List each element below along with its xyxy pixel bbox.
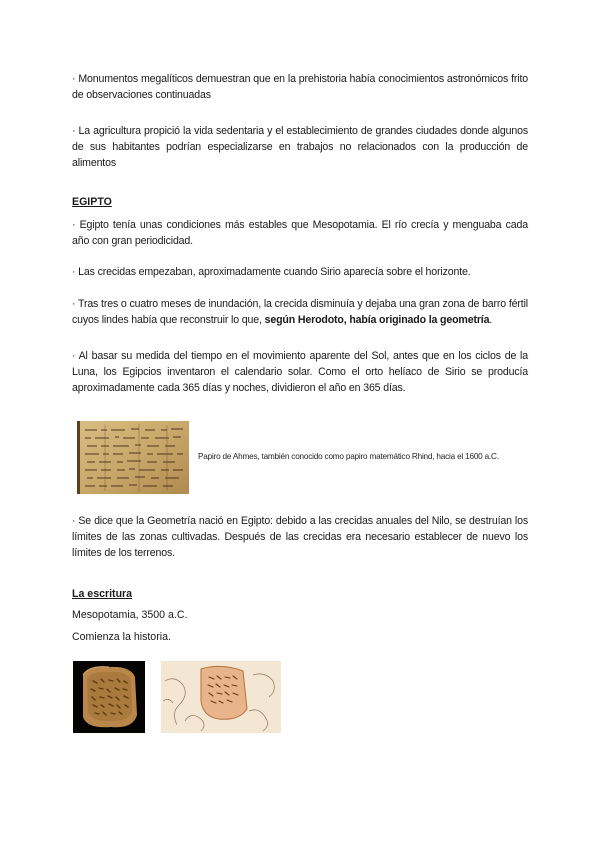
tablet-illustration [73, 661, 145, 733]
para-inundacion-end: . [489, 314, 493, 326]
herodoto-bold-text: según Herodoto, había originado la geometría [264, 314, 490, 326]
heading-escritura: La escritura [72, 588, 133, 600]
para-geometria-nilo: · Se dice que la Geometría nació en Egipto: debido a las crecidas anuales del Nilo, se destruían los límites de las zonas cultivadas. Después de las crecidas era necesario establecer de nuevo los límites de los terrenos. [72, 515, 528, 559]
para-egipto-condiciones: · Egipto tenía unas condiciones más estables que Mesopotamia. El río crecía y menguaba cada año con gran periodicidad. [72, 219, 528, 247]
para-inundacion-text: · Tras tres o cuatro meses de inundación, la crecida disminuía y dejaba una gran zona de barro fértil cuyos lindes había que reconstruir lo que, [72, 298, 528, 326]
bullet-megaliticos: · Monumentos megalíticos demuestran que en la prehistoria había conocimientos astronómicos frito de observaciones continuadas [72, 73, 528, 101]
papyrus-image [77, 421, 189, 494]
para-crecidas-sirio: · Las crecidas empezaban, aproximadamente cuando Sirio aparecía sobre el horizonte. [72, 266, 471, 278]
cuneiform-tablet-image [73, 661, 145, 733]
mesopotamia-date: Mesopotamia, 3500 a.C. [72, 609, 188, 621]
drawing-illustration [161, 661, 281, 733]
para-calendario-solar: · Al basar su medida del tiempo en el movimiento aparente del Sol, antes que en los ciclos de la Luna, los Egipcios inventaron el calendario solar. Como el orto helíaco de Sirio se producía aproximadamente cada 365 días y noches, dividieron el año en 365 días. [72, 350, 528, 394]
papyrus-illustration [77, 421, 189, 494]
bullet-agricultura: · La agricultura propició la vida sedentaria y el establecimiento de grandes ciudades donde algunos de sus habitantes podrían especializarse en trabajos no relacionados con la producción de alimentos [72, 125, 528, 169]
para-inundacion-herodoto [72, 296, 528, 328]
heading-egipto: EGIPTO [72, 196, 112, 208]
comienza-historia: Comienza la historia. [72, 631, 171, 643]
tablet-drawing-image [161, 661, 281, 733]
papyrus-caption: Papiro de Ahmes, también conocido como papiro matemático Rhind, hacia el 1600 a.C. [198, 452, 499, 461]
